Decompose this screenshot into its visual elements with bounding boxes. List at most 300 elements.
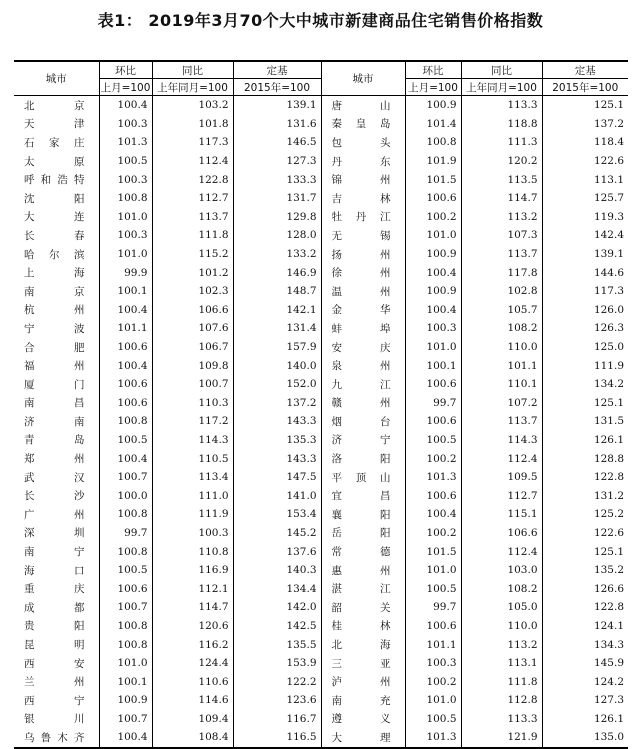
city-name-left: 南 京 — [24, 285, 85, 298]
dingji-value-left: 157.9 — [286, 341, 317, 354]
header-dingji-left: 定基 — [233, 61, 321, 79]
table-row — [14, 263, 628, 282]
city-name-right: 丹 东 — [331, 155, 391, 168]
city-name-left: 济 南 — [24, 415, 85, 428]
table-header — [14, 61, 628, 96]
city-name-right: 泉 州 — [331, 360, 391, 373]
city-name-right: 九 江 — [331, 378, 391, 391]
dingji-value-left: 135.5 — [286, 638, 317, 651]
huanbi-value-right: 101.0 — [426, 694, 457, 707]
huanbi-value-left: 100.4 — [117, 452, 148, 465]
huanbi-value-right: 100.4 — [426, 266, 457, 279]
dingji-value-left: 141.0 — [286, 489, 317, 502]
huanbi-value-right: 99.7 — [433, 396, 457, 409]
huanbi-value-left: 100.0 — [117, 489, 148, 502]
huanbi-value-left: 100.5 — [117, 433, 148, 446]
tongbi-value-left: 117.3 — [198, 136, 229, 149]
table-row — [14, 542, 628, 561]
huanbi-value-left: 101.0 — [117, 210, 148, 223]
dingji-value-left: 123.6 — [286, 694, 317, 707]
table-row — [14, 338, 628, 357]
tongbi-value-left: 112.4 — [198, 155, 229, 168]
dingji-value-left: 140.3 — [286, 564, 317, 577]
huanbi-value-right: 101.3 — [426, 731, 457, 744]
tongbi-value-left: 107.6 — [198, 322, 229, 335]
dingji-value-left: 131.7 — [286, 192, 317, 205]
city-name-left: 青 岛 — [24, 434, 85, 447]
city-name-right: 韶 关 — [331, 601, 391, 614]
tongbi-value-right: 112.8 — [507, 694, 538, 707]
huanbi-value-right: 100.2 — [426, 210, 457, 223]
huanbi-value-left: 99.9 — [124, 266, 148, 279]
huanbi-value-right: 100.3 — [426, 322, 457, 335]
dingji-value-right: 134.3 — [593, 638, 624, 651]
tongbi-value-left: 110.3 — [198, 396, 229, 409]
huanbi-value-right: 101.5 — [426, 545, 457, 558]
dingji-value-left: 131.4 — [286, 322, 317, 335]
huanbi-value-right: 100.6 — [426, 192, 457, 205]
dingji-value-left: 142.5 — [286, 619, 317, 632]
city-name-right: 湛 江 — [331, 583, 391, 596]
tongbi-value-right: 110.1 — [507, 378, 538, 391]
tongbi-value-left: 112.7 — [198, 192, 229, 205]
dingji-value-left: 147.5 — [286, 471, 317, 484]
huanbi-value-left: 101.3 — [117, 136, 148, 149]
tongbi-value-right: 105.7 — [507, 303, 538, 316]
dingji-value-right: 126.3 — [593, 322, 624, 335]
city-name-right: 徐 州 — [331, 267, 391, 280]
city-name-left: 哈尔滨 — [24, 248, 85, 261]
huanbi-value-right: 100.6 — [426, 378, 457, 391]
city-name-left: 大 连 — [24, 211, 85, 224]
dingji-value-left: 131.6 — [286, 117, 317, 130]
header-city-right: 城市 — [321, 61, 405, 96]
tongbi-value-right: 121.9 — [507, 731, 538, 744]
dingji-value-left: 142.1 — [286, 303, 317, 316]
huanbi-value-right: 100.6 — [426, 619, 457, 632]
city-name-left: 广 州 — [24, 508, 85, 521]
huanbi-value-left: 101.0 — [117, 657, 148, 670]
huanbi-value-right: 101.1 — [426, 638, 457, 651]
tongbi-value-left: 117.2 — [198, 415, 229, 428]
huanbi-value-right: 100.9 — [426, 99, 457, 112]
tongbi-value-left: 111.8 — [198, 229, 229, 242]
tongbi-value-left: 106.7 — [198, 341, 229, 354]
city-name-right: 安 庆 — [331, 341, 391, 354]
dingji-value-right: 126.1 — [593, 712, 624, 725]
table-row — [14, 486, 628, 505]
city-name-left: 昆 明 — [24, 639, 85, 652]
city-name-right: 常 德 — [331, 546, 391, 559]
dingji-value-right: 125.2 — [593, 508, 624, 521]
dingji-value-right: 131.5 — [593, 415, 624, 428]
tongbi-value-right: 113.3 — [507, 712, 538, 725]
dingji-value-left: 139.1 — [286, 99, 317, 112]
city-name-left: 北 京 — [24, 99, 85, 112]
tongbi-value-right: 118.8 — [507, 117, 538, 130]
tongbi-value-left: 106.6 — [198, 303, 229, 316]
table-row — [14, 226, 628, 245]
table-row — [14, 654, 628, 673]
huanbi-value-left: 100.6 — [117, 378, 148, 391]
table-row — [14, 728, 628, 748]
city-name-left: 成 都 — [24, 601, 85, 614]
tongbi-value-left: 113.4 — [198, 471, 229, 484]
dingji-value-right: 128.8 — [593, 452, 624, 465]
huanbi-value-left: 100.7 — [117, 471, 148, 484]
huanbi-value-left: 100.8 — [117, 508, 148, 521]
tongbi-value-right: 112.4 — [507, 545, 538, 558]
dingji-value-left: 153.9 — [286, 657, 317, 670]
huanbi-value-right: 100.2 — [426, 526, 457, 539]
tongbi-value-left: 114.3 — [198, 433, 229, 446]
city-name-left: 合 肥 — [24, 341, 85, 354]
tongbi-value-right: 108.2 — [507, 322, 538, 335]
tongbi-value-left: 110.6 — [198, 675, 229, 688]
tongbi-value-left: 113.7 — [198, 210, 229, 223]
tongbi-value-right: 110.0 — [507, 341, 538, 354]
city-name-left: 郑 州 — [24, 453, 85, 466]
dingji-value-right: 134.2 — [593, 378, 624, 391]
dingji-value-right: 127.3 — [593, 694, 624, 707]
tongbi-value-left: 122.8 — [198, 173, 229, 186]
city-name-left: 沈 阳 — [24, 192, 85, 205]
huanbi-value-left: 100.3 — [117, 229, 148, 242]
header-dingji-right: 定基 — [542, 61, 628, 79]
tongbi-value-left: 102.3 — [198, 285, 229, 298]
city-name-right: 吉 林 — [331, 192, 391, 205]
huanbi-value-left: 100.7 — [117, 712, 148, 725]
table-row — [14, 245, 628, 264]
huanbi-value-left: 100.8 — [117, 192, 148, 205]
table-row — [14, 208, 628, 227]
dingji-value-right: 144.6 — [593, 266, 624, 279]
city-name-left: 上 海 — [24, 267, 85, 280]
tongbi-value-left: 116.9 — [198, 564, 229, 577]
table-row — [14, 115, 628, 134]
dingji-value-left: 122.2 — [286, 675, 317, 688]
dingji-value-right: 117.3 — [593, 285, 624, 298]
huanbi-value-right: 100.5 — [426, 433, 457, 446]
dingji-value-left: 135.3 — [286, 433, 317, 446]
huanbi-value-left: 99.7 — [124, 526, 148, 539]
dingji-value-left: 127.3 — [286, 155, 317, 168]
city-name-left: 西 宁 — [24, 694, 85, 707]
city-name-left: 贵 阳 — [24, 620, 85, 633]
tongbi-value-left: 110.5 — [198, 452, 229, 465]
table-row — [14, 431, 628, 450]
huanbi-value-right: 100.6 — [426, 415, 457, 428]
huanbi-value-left: 100.5 — [117, 155, 148, 168]
city-name-right: 南 充 — [331, 694, 391, 707]
tongbi-value-left: 100.3 — [198, 526, 229, 539]
table-row — [14, 394, 628, 413]
city-name-right: 泸 州 — [331, 676, 391, 689]
tongbi-value-left: 111.9 — [198, 508, 229, 521]
dingji-value-right: 125.1 — [593, 99, 624, 112]
price-index-table — [14, 60, 628, 749]
huanbi-value-left: 100.1 — [117, 675, 148, 688]
table-row — [14, 579, 628, 598]
city-name-right: 金 华 — [331, 304, 391, 317]
dingji-value-right: 145.9 — [593, 657, 624, 670]
city-name-left: 太 原 — [24, 155, 85, 168]
huanbi-value-left: 100.6 — [117, 396, 148, 409]
dingji-value-right: 124.1 — [593, 619, 624, 632]
header-dingji-sub-right: 2015年=100 — [542, 79, 628, 96]
table-row — [14, 301, 628, 320]
tongbi-value-left: 114.6 — [198, 694, 229, 707]
table-row — [14, 561, 628, 580]
city-name-right: 三 亚 — [331, 657, 391, 670]
tongbi-value-right: 111.3 — [507, 136, 538, 149]
huanbi-value-left: 100.4 — [117, 303, 148, 316]
tongbi-value-right: 107.3 — [507, 229, 538, 242]
header-huanbi-sub-right: 上月=100 — [405, 79, 461, 96]
huanbi-value-left: 100.9 — [117, 694, 148, 707]
header-tongbi-sub-right: 上年同月=100 — [461, 79, 542, 96]
dingji-value-right: 126.0 — [593, 303, 624, 316]
table-row — [14, 282, 628, 301]
city-name-right: 襄 阳 — [331, 508, 391, 521]
table-row — [14, 598, 628, 617]
huanbi-value-right: 100.2 — [426, 675, 457, 688]
city-name-left: 兰 州 — [24, 676, 85, 689]
dingji-value-right: 118.4 — [593, 136, 624, 149]
huanbi-value-left: 100.4 — [117, 99, 148, 112]
dingji-value-right: 122.6 — [593, 155, 624, 168]
tongbi-value-right: 120.2 — [507, 155, 538, 168]
dingji-value-right: 142.4 — [593, 229, 624, 242]
huanbi-value-right: 100.9 — [426, 285, 457, 298]
dingji-value-left: 153.4 — [286, 508, 317, 521]
city-name-right: 秦皇岛 — [331, 118, 391, 131]
table-row — [14, 133, 628, 152]
city-name-right: 惠 州 — [331, 564, 391, 577]
dingji-value-right: 122.8 — [593, 471, 624, 484]
tongbi-value-right: 115.1 — [507, 508, 538, 521]
table-row — [14, 710, 628, 729]
dingji-value-left: 133.3 — [286, 173, 317, 186]
huanbi-value-left: 100.6 — [117, 582, 148, 595]
huanbi-value-right: 99.7 — [433, 601, 457, 614]
huanbi-value-right: 100.9 — [426, 248, 457, 261]
city-name-right: 无 锡 — [331, 229, 391, 242]
table-row — [14, 468, 628, 487]
city-name-right: 赣 州 — [331, 397, 391, 410]
tongbi-value-left: 120.6 — [198, 619, 229, 632]
table-row — [14, 96, 628, 115]
huanbi-value-right: 100.4 — [426, 303, 457, 316]
dingji-value-left: 137.6 — [286, 545, 317, 558]
tongbi-value-left: 110.8 — [198, 545, 229, 558]
city-name-left: 乌鲁木齐 — [24, 731, 85, 744]
tongbi-value-right: 107.2 — [507, 396, 538, 409]
tongbi-value-right: 113.2 — [507, 638, 538, 651]
city-name-left: 深 圳 — [24, 527, 85, 540]
header-dingji-sub-left: 2015年=100 — [233, 79, 321, 96]
city-name-right: 牡丹江 — [331, 211, 391, 224]
tongbi-value-right: 102.8 — [507, 285, 538, 298]
header-huanbi-left: 环比 — [99, 61, 152, 79]
city-name-right: 锦 州 — [331, 174, 391, 187]
city-name-left: 海 口 — [24, 564, 85, 577]
huanbi-value-left: 100.5 — [117, 564, 148, 577]
dingji-value-right: 122.8 — [593, 601, 624, 614]
city-name-right: 大 理 — [331, 731, 391, 744]
table-row — [14, 375, 628, 394]
tongbi-value-right: 101.1 — [507, 359, 538, 372]
city-name-left: 石家庄 — [24, 136, 85, 149]
tongbi-value-right: 112.7 — [507, 489, 538, 502]
dingji-value-right: 125.0 — [593, 341, 624, 354]
tongbi-value-left: 111.0 — [198, 489, 229, 502]
header-tongbi-right: 同比 — [461, 61, 542, 79]
huanbi-value-left: 100.1 — [117, 285, 148, 298]
city-name-left: 杭 州 — [24, 304, 85, 317]
tongbi-value-left: 103.2 — [198, 99, 229, 112]
tongbi-value-left: 100.7 — [198, 378, 229, 391]
huanbi-value-left: 100.4 — [117, 731, 148, 744]
city-name-left: 宁 波 — [24, 322, 85, 335]
city-name-right: 蚌 埠 — [331, 322, 391, 335]
tongbi-value-left: 114.7 — [198, 601, 229, 614]
dingji-value-left: 116.7 — [286, 712, 317, 725]
dingji-value-right: 111.9 — [593, 359, 624, 372]
huanbi-value-left: 100.8 — [117, 638, 148, 651]
huanbi-value-right: 101.3 — [426, 471, 457, 484]
tongbi-value-left: 124.4 — [198, 657, 229, 670]
tongbi-value-right: 113.5 — [507, 173, 538, 186]
table-row — [14, 152, 628, 171]
city-name-right: 烟 台 — [331, 415, 391, 428]
city-name-right: 唐 山 — [331, 99, 391, 112]
dingji-value-left: 152.0 — [286, 378, 317, 391]
dingji-value-right: 135.2 — [593, 564, 624, 577]
tongbi-value-right: 110.0 — [507, 619, 538, 632]
dingji-value-right: 125.7 — [593, 192, 624, 205]
price-index-table-wrapper — [14, 60, 628, 749]
header-huanbi-right: 环比 — [405, 61, 461, 79]
huanbi-value-left: 100.6 — [117, 341, 148, 354]
tongbi-value-right: 105.0 — [507, 601, 538, 614]
city-name-left: 长 沙 — [24, 490, 85, 503]
city-name-left: 银 川 — [24, 713, 85, 726]
huanbi-value-right: 100.5 — [426, 712, 457, 725]
tongbi-value-left: 108.4 — [198, 731, 229, 744]
table-row — [14, 617, 628, 636]
huanbi-value-right: 101.4 — [426, 117, 457, 130]
city-name-right: 遵 义 — [331, 713, 391, 726]
city-name-left: 重 庆 — [24, 583, 85, 596]
tongbi-value-right: 113.7 — [507, 415, 538, 428]
table-row — [14, 319, 628, 338]
city-name-right: 桂 林 — [331, 620, 391, 633]
tongbi-value-left: 116.2 — [198, 638, 229, 651]
huanbi-value-right: 101.0 — [426, 229, 457, 242]
dingji-value-left: 143.3 — [286, 452, 317, 465]
huanbi-value-right: 100.3 — [426, 657, 457, 670]
dingji-value-left: 140.0 — [286, 359, 317, 372]
dingji-value-right: 119.3 — [593, 210, 624, 223]
huanbi-value-right: 100.2 — [426, 452, 457, 465]
city-name-left: 南 宁 — [24, 546, 85, 559]
tongbi-value-right: 106.6 — [507, 526, 538, 539]
city-name-left: 天 津 — [24, 118, 85, 131]
tongbi-value-right: 112.4 — [507, 452, 538, 465]
city-name-left: 南 昌 — [24, 397, 85, 410]
dingji-value-left: 137.2 — [286, 396, 317, 409]
tongbi-value-left: 109.4 — [198, 712, 229, 725]
huanbi-value-right: 100.5 — [426, 582, 457, 595]
tongbi-value-left: 101.8 — [198, 117, 229, 130]
dingji-value-left: 146.5 — [286, 136, 317, 149]
huanbi-value-right: 100.6 — [426, 489, 457, 502]
huanbi-value-left: 101.1 — [117, 322, 148, 335]
huanbi-value-right: 100.1 — [426, 359, 457, 372]
huanbi-value-left: 100.3 — [117, 173, 148, 186]
huanbi-value-left: 100.3 — [117, 117, 148, 130]
city-name-left: 呼和浩特 — [24, 174, 85, 187]
tongbi-value-right: 113.1 — [507, 657, 538, 670]
tongbi-value-right: 103.0 — [507, 564, 538, 577]
city-name-left: 武 汉 — [24, 471, 85, 484]
table-row — [14, 412, 628, 431]
huanbi-value-right: 100.4 — [426, 508, 457, 521]
tongbi-value-left: 112.1 — [198, 582, 229, 595]
city-name-right: 包 头 — [331, 136, 391, 149]
dingji-value-left: 143.3 — [286, 415, 317, 428]
city-name-right: 温 州 — [331, 285, 391, 298]
dingji-value-right: 124.2 — [593, 675, 624, 688]
city-name-right: 洛 阳 — [331, 453, 391, 466]
tongbi-value-left: 115.2 — [198, 248, 229, 261]
dingji-value-left: 128.0 — [286, 229, 317, 242]
huanbi-value-left: 101.0 — [117, 248, 148, 261]
table-body — [14, 96, 628, 748]
huanbi-value-right: 101.9 — [426, 155, 457, 168]
dingji-value-right: 131.2 — [593, 489, 624, 502]
huanbi-value-left: 100.4 — [117, 359, 148, 372]
dingji-value-right: 125.1 — [593, 545, 624, 558]
huanbi-value-left: 100.8 — [117, 545, 148, 558]
tongbi-value-right: 113.7 — [507, 248, 538, 261]
huanbi-value-left: 100.7 — [117, 601, 148, 614]
dingji-value-left: 142.0 — [286, 601, 317, 614]
dingji-value-right: 126.1 — [593, 433, 624, 446]
city-name-right: 岳 阳 — [331, 527, 391, 540]
city-name-left: 福 州 — [24, 360, 85, 373]
huanbi-value-right: 100.8 — [426, 136, 457, 149]
table-row — [14, 356, 628, 375]
dingji-value-right: 126.6 — [593, 582, 624, 595]
tongbi-value-right: 113.3 — [507, 99, 538, 112]
dingji-value-right: 137.2 — [593, 117, 624, 130]
tongbi-value-right: 111.8 — [507, 675, 538, 688]
dingji-value-left: 148.7 — [286, 285, 317, 298]
table-row — [14, 691, 628, 710]
huanbi-value-left: 100.8 — [117, 415, 148, 428]
table-row — [14, 524, 628, 543]
huanbi-value-right: 101.0 — [426, 564, 457, 577]
tongbi-value-left: 109.8 — [198, 359, 229, 372]
table-row — [14, 635, 628, 654]
tongbi-value-left: 101.2 — [198, 266, 229, 279]
dingji-value-right: 125.1 — [593, 396, 624, 409]
tongbi-value-right: 114.3 — [507, 433, 538, 446]
city-name-left: 西 安 — [24, 657, 85, 670]
city-name-left: 厦 门 — [24, 378, 85, 391]
